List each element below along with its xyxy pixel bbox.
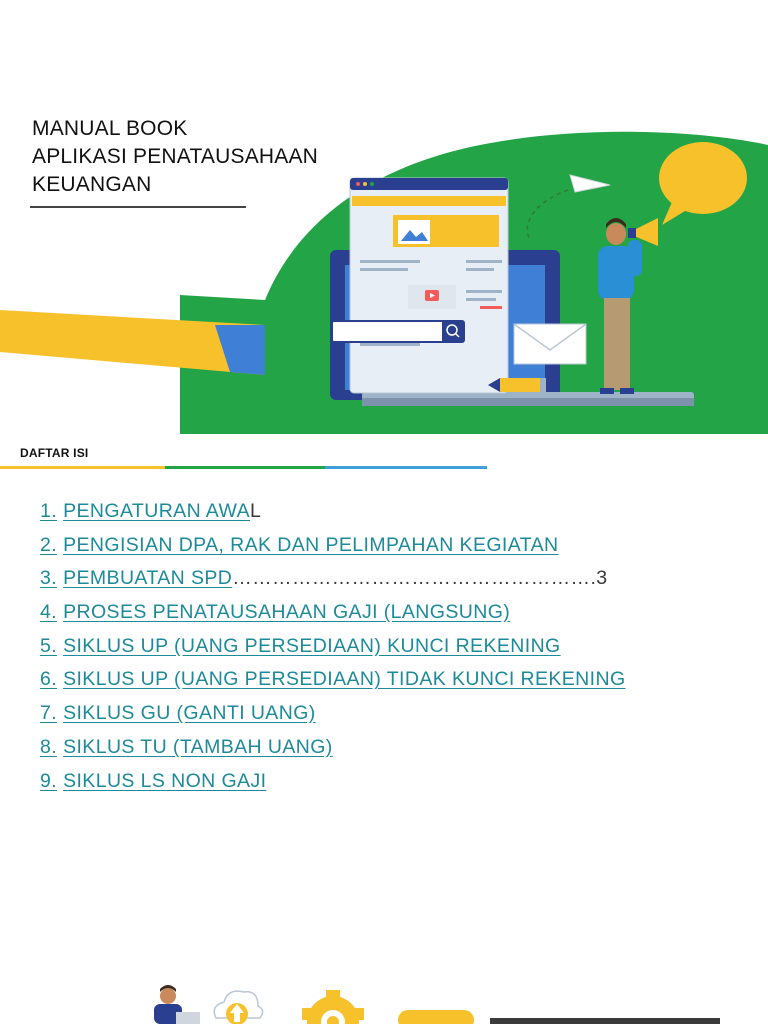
toc-item-dot-leader: ……………………………………………….3	[232, 567, 608, 590]
toc-heading: DAFTAR ISI	[20, 446, 89, 460]
toc-list	[40, 500, 626, 803]
toc-link-pembuatan-spd[interactable]: 3. PEMBUATAN SPD	[40, 567, 233, 590]
toc-item	[40, 601, 626, 635]
toc-item	[40, 567, 626, 601]
toc-link-siklus-up-kunci[interactable]: 5. SIKLUS UP (UANG PERSEDIAAN) KUNCI REKENING	[40, 634, 561, 657]
footer-illustration	[140, 984, 768, 1024]
person-with-laptop-icon	[154, 985, 200, 1024]
envelope-icon	[514, 324, 586, 364]
toc-link-siklus-gu[interactable]: 7. SIKLUS GU (GANTI UANG)	[40, 702, 316, 725]
gear-icon	[302, 990, 364, 1024]
toc-item	[40, 770, 626, 804]
toc-item	[40, 500, 626, 534]
pencil-icon	[488, 378, 546, 392]
toc-item	[40, 534, 626, 568]
title-line-1: MANUAL BOOK	[32, 117, 188, 140]
title-line-3: KEUANGAN	[32, 173, 152, 196]
browser-window-icon	[350, 178, 508, 393]
toc-link-siklus-ls-non-gaji[interactable]: 9. SIKLUS LS NON GAJI	[40, 769, 267, 792]
toc-item	[40, 736, 626, 770]
hero-illustration	[0, 120, 768, 434]
title-line-2: APLIKASI PENATAUSAHAAN	[32, 145, 319, 168]
toc-item	[40, 668, 626, 702]
toc-item	[40, 702, 626, 736]
toc-link-siklus-tu[interactable]: 8. SIKLUS TU (TAMBAH UANG)	[40, 735, 333, 758]
toc-underline-green	[165, 466, 325, 469]
toc-item-suffix: L	[249, 500, 262, 522]
search-icon	[332, 321, 464, 342]
toc-link-pengisian-dpa[interactable]: 2. PENGISIAN DPA, RAK DAN PELIMPAHAN KEGIATAN	[40, 533, 559, 556]
toc-link-siklus-up-tidak-kunci[interactable]: 6. SIKLUS UP (UANG PERSEDIAAN) TIDAK KUNCI REKENING	[40, 668, 626, 691]
cloud-upload-icon	[214, 991, 262, 1024]
toc-underline-blue	[325, 466, 487, 469]
toc-link-proses-gaji[interactable]: 4. PROSES PENATAUSAHAAN GAJI (LANGSUNG)	[40, 601, 511, 624]
toc-item	[40, 635, 626, 669]
toc-underline-yellow	[0, 466, 165, 469]
yellow-badge-icon	[398, 1010, 720, 1024]
toc-link-pengaturan-awal[interactable]: 1. PENGATURAN AWA	[40, 500, 250, 522]
